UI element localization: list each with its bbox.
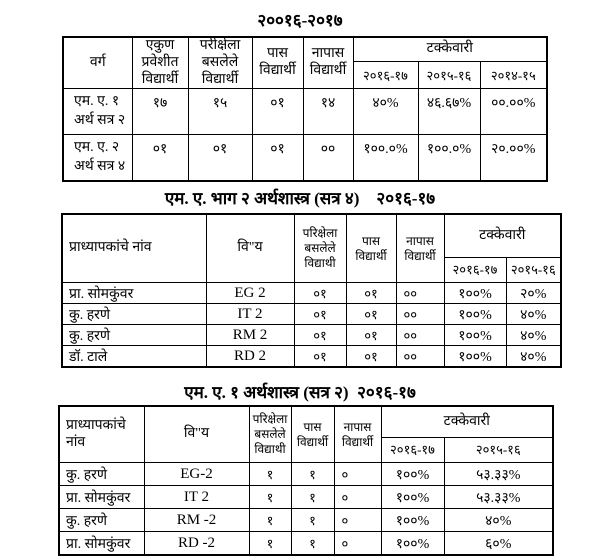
pct-2015-16: ४६.६७%: [418, 89, 480, 135]
pass-value: १: [291, 486, 334, 509]
fail-value: ०: [334, 532, 381, 556]
col-header-year-2014-15: २०१४-१५: [480, 62, 547, 89]
appeared-value: १: [249, 509, 291, 532]
table-row: [62, 346, 561, 368]
teacher-name: कु. हरणे: [62, 325, 206, 346]
pct-2014-15: २०.००%: [480, 135, 547, 182]
subject-code: EG 2: [206, 283, 294, 304]
pct-2014-15: ००.००%: [480, 89, 547, 135]
pct-2015-16: २०%: [506, 283, 561, 304]
pct-2016-17: १००%: [444, 346, 506, 368]
results-table-year-summary: [62, 36, 548, 182]
appeared-value: ०१: [294, 346, 346, 368]
col-header-percentage: टक्केवारी: [381, 406, 553, 438]
pct-2015-16: ४०%: [444, 509, 553, 532]
col-header-admitted: एकुण प्रवेशीत विद्यार्थी: [132, 37, 188, 89]
appeared-value: ०१: [294, 283, 346, 304]
col-header-percentage: टक्केवारी: [353, 37, 547, 62]
pct-2016-17: १००%: [444, 325, 506, 346]
pct-2015-16: ४०%: [506, 346, 561, 368]
pass-value: ०१: [346, 325, 396, 346]
col-header-year-2016-17: २०१६-१७: [381, 438, 444, 463]
table-row: [62, 283, 561, 304]
appeared-value: १: [249, 486, 291, 509]
subject-code: IT 2: [206, 304, 294, 325]
col-header-appeared: परीक्षेला बसलेले विद्यार्थी: [188, 37, 252, 89]
col-header-pass: पास विद्यार्थी: [252, 37, 303, 89]
pct-2015-16: ६०%: [444, 532, 553, 556]
col-header-subject: वि"य: [206, 214, 294, 283]
col-header-year-2016-17: २०१६-१७: [444, 258, 506, 283]
appeared-value: ०१: [294, 304, 346, 325]
teacher-name: कु. हरणे: [62, 304, 206, 325]
appeared-value: १: [249, 463, 291, 486]
subject-code: IT 2: [144, 486, 249, 509]
fail-value: ००: [396, 325, 444, 346]
table-row: [62, 325, 561, 346]
teacher-name: कु. हरणे: [59, 463, 144, 486]
col-header-fail: नापास विद्यार्थी: [303, 37, 353, 89]
appeared-value: ०१: [188, 135, 252, 182]
fail-value: ०: [334, 509, 381, 532]
fail-value: १४: [303, 89, 353, 135]
section3-title: एम. ए. १ अर्थशास्त्र (सत्र २) २०१६-१७: [184, 383, 416, 402]
col-header-pass: पास विद्यार्थी: [291, 406, 334, 463]
pct-2016-17: १००%: [444, 283, 506, 304]
results-table-ma-part1: [58, 405, 554, 556]
col-header-fail: नापास विद्यार्थी: [396, 214, 444, 283]
pass-value: ०१: [252, 89, 303, 135]
pct-2016-17: १००%: [381, 486, 444, 509]
table-row: [62, 304, 561, 325]
pass-value: ०१: [346, 304, 396, 325]
fail-value: ००: [396, 346, 444, 368]
fail-value: ००: [396, 283, 444, 304]
col-header-subject: वि"य: [144, 406, 249, 463]
fail-value: ०: [334, 486, 381, 509]
pass-value: १: [291, 532, 334, 556]
col-header-year-2015-16: २०१५-१६: [444, 438, 553, 463]
section2-title: एम. ए. भाग २ अर्थशास्त्र (सत्र ४) २०१६-१७: [164, 189, 436, 208]
teacher-name: प्रा. सोमकुंवर: [59, 532, 144, 556]
col-header-year-2015-16: २०१५-१६: [506, 258, 561, 283]
admitted-value: ०१: [132, 135, 188, 182]
subject-code: RD 2: [206, 346, 294, 368]
section1-title: २००१६-२०१७: [257, 11, 343, 30]
class-label: एम. ए. २ अर्थ सत्र ४: [63, 135, 132, 182]
pct-2015-16: १००.०%: [418, 135, 480, 182]
col-header-fail: नापास विद्यार्थी: [334, 406, 381, 463]
pass-value: १: [291, 463, 334, 486]
teacher-name: प्रा. सोमकुंवर: [59, 486, 144, 509]
appeared-value: १: [249, 532, 291, 556]
pct-2016-17: १००.०%: [353, 135, 418, 182]
pct-2016-17: १००%: [381, 509, 444, 532]
class-label: एम. ए. १ अर्थ सत्र २: [63, 89, 132, 135]
pct-2016-17: १००%: [444, 304, 506, 325]
pct-2015-16: ५३.३३%: [444, 486, 553, 509]
pct-2016-17: १००%: [381, 532, 444, 556]
results-table-ma-part2: [61, 213, 562, 368]
pass-value: ०१: [252, 135, 303, 182]
pct-2015-16: ४०%: [506, 325, 561, 346]
teacher-name: डॉ. टाले: [62, 346, 206, 368]
table-row: [59, 463, 553, 486]
fail-value: ००: [396, 304, 444, 325]
table-row: [59, 486, 553, 509]
col-header-teacher: प्राध्यापकांचे नांव: [62, 214, 206, 283]
col-header-year-2016-17: २०१६-१७: [353, 62, 418, 89]
subject-code: EG-2: [144, 463, 249, 486]
subject-code: RD -2: [144, 532, 249, 556]
fail-value: ००: [303, 135, 353, 182]
subject-code: RM 2: [206, 325, 294, 346]
col-header-appeared: परिक्षेला बसलेले विद्याथी: [249, 406, 291, 463]
pct-2016-17: १००%: [381, 463, 444, 486]
col-header-appeared: परिक्षेला बसलेले विद्याथी: [294, 214, 346, 283]
table-row: [63, 89, 547, 135]
pass-value: ०१: [346, 346, 396, 368]
pass-value: ०१: [346, 283, 396, 304]
table-row: [59, 509, 553, 532]
teacher-name: प्रा. सोमकुंवर: [62, 283, 206, 304]
col-header-percentage: टक्केवारी: [444, 214, 561, 258]
pass-value: १: [291, 509, 334, 532]
subject-code: RM -2: [144, 509, 249, 532]
col-header-pass: पास विद्यार्थी: [346, 214, 396, 283]
col-header-class: वर्ग: [63, 37, 132, 89]
fail-value: ०: [334, 463, 381, 486]
table-row: [59, 532, 553, 556]
table-row: [63, 135, 547, 182]
appeared-value: ०१: [294, 325, 346, 346]
admitted-value: १७: [132, 89, 188, 135]
pct-2015-16: ५३.३३%: [444, 463, 553, 486]
col-header-year-2015-16: २०१५-१६: [418, 62, 480, 89]
col-header-teacher: प्राध्यापकांचे नांव: [59, 406, 144, 463]
teacher-name: कु. हरणे: [59, 509, 144, 532]
pct-2016-17: ४०%: [353, 89, 418, 135]
appeared-value: १५: [188, 89, 252, 135]
pct-2015-16: ४०%: [506, 304, 561, 325]
